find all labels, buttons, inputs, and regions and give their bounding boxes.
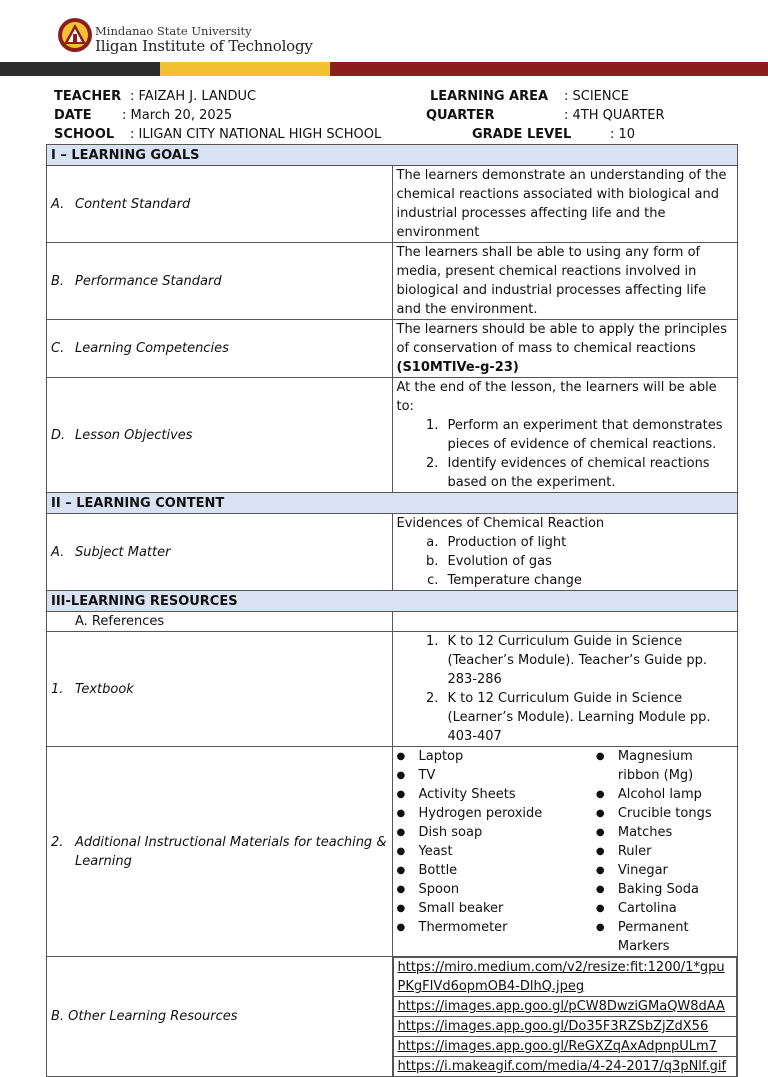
list-item: ● Dish soap	[419, 823, 596, 842]
date-field	[54, 108, 233, 123]
objectives-text: At the end of the lesson, the learners will be able to: 1. Perform an experiment that demonstrates pieces of evidence of chemical reactions. 2. Identify evidences of chemical reactions based on the experiment.	[392, 378, 738, 493]
grade-field	[472, 127, 636, 142]
area-field	[430, 89, 629, 104]
school-value: : ILIGAN CITY NATIONAL HIGH SCHOOL	[130, 127, 382, 142]
materials-column-2	[596, 747, 733, 956]
quarter-value: : 4TH QUARTER	[564, 108, 665, 123]
list-item: ● Ruler	[618, 842, 733, 861]
subject-matter-text: Evidences of Chemical Reaction a. Production of light b. Evolution of gas c. Temperature change	[392, 514, 738, 591]
competencies-label: C. Learning Competencies	[47, 320, 393, 378]
section-learning-resources: III-LEARNING RESOURCES	[47, 591, 738, 612]
letterhead	[0, 0, 768, 78]
competency-code: (S10MTIVe-g-23)	[396, 360, 519, 375]
list-item: 1. Perform an experiment that demonstrates pieces of evidence of chemical reactions.	[443, 416, 734, 454]
objectives-label: D. Lesson Objectives	[47, 378, 393, 493]
list-item: ● Alcohol lamp	[618, 785, 733, 804]
list-item: ● Activity Sheets	[419, 785, 596, 804]
other-resources-label: B. Other Learning Resources	[47, 957, 393, 1077]
school-field	[54, 127, 382, 142]
list-item: ● Cartolina	[618, 899, 733, 918]
institute-name: Iligan Institute of Technology	[95, 37, 313, 55]
resource-link[interactable]: https://images.app.goo.gl/ReGXZqAxAdpnpULm7	[397, 1039, 717, 1054]
resource-link[interactable]: https://miro.medium.com/v2/resize:fit:1200/1*gpuPKgFIVd6opmOB4-DlhQ.jpeg	[397, 960, 725, 994]
list-item: 1. K to 12 Curriculum Guide in Science (Teacher’s Module). Teacher’s Guide pp. 283-286	[443, 632, 734, 689]
grade-value: : 10	[610, 127, 636, 142]
table-row	[47, 320, 738, 378]
table-row	[47, 612, 738, 632]
list-item: ● Crucible tongs	[618, 804, 733, 823]
date-value: : March 20, 2025	[122, 108, 233, 123]
section-learning-content: II – LEARNING CONTENT	[47, 493, 738, 514]
list-item: ● Matches	[618, 823, 733, 842]
list-item: a. Production of light	[443, 533, 734, 552]
university-seal-icon	[57, 17, 93, 53]
teacher-field	[54, 89, 257, 104]
resource-link[interactable]: https://images.app.goo.gl/pCW8DwziGMaQW8dAA	[397, 999, 725, 1014]
teacher-label: TEACHER	[54, 89, 122, 104]
date-label: DATE	[54, 108, 92, 123]
table-row	[47, 957, 738, 1077]
table-row	[47, 632, 738, 747]
list-item: ● Vinegar	[618, 861, 733, 880]
list-item: ● Hydrogen peroxide	[419, 804, 596, 823]
area-label: LEARNING AREA	[430, 89, 549, 104]
table-row	[47, 747, 738, 957]
resource-link[interactable]: https://images.app.goo.gl/Do35F3RZSbZjZdX56	[397, 1019, 709, 1034]
content-standard-text: The learners demonstrate an understanding of the chemical reactions associated with biological and industrial processes affecting life and the environment	[392, 166, 738, 243]
quarter-label: QUARTER	[426, 108, 495, 123]
header-stripe-gold	[160, 62, 330, 76]
table-row	[47, 243, 738, 320]
header-stripe-dark	[0, 62, 160, 76]
performance-standard-text: The learners shall be able to using any form of media, present chemical reactions involved in biological and industrial processes affecting life and the environment.	[392, 243, 738, 320]
quarter-field	[426, 108, 665, 123]
area-value: : SCIENCE	[564, 89, 629, 104]
list-item: ● Thermometer	[419, 918, 596, 937]
grade-label: GRADE LEVEL	[472, 127, 572, 142]
materials-column-1	[397, 747, 596, 956]
content-standard-label: A. Content Standard	[47, 166, 393, 243]
subject-matter-label: A. Subject Matter	[47, 514, 393, 591]
list-item: c. Temperature change	[443, 571, 734, 590]
list-item: b. Evolution of gas	[443, 552, 734, 571]
list-item: ● Laptop	[419, 747, 596, 766]
table-row	[47, 378, 738, 493]
competencies-text: The learners should be able to apply the principles of conservation of mass to chemical reactions (S10MTIVe-g-23)	[392, 320, 738, 378]
resource-link[interactable]: https://i.makeagif.com/media/4-24-2017/q3pNlf.gif	[397, 1059, 727, 1074]
university-name: Mindanao State University	[95, 24, 252, 38]
school-label: SCHOOL	[54, 127, 115, 142]
table-row	[47, 166, 738, 243]
list-item: 2. Identify evidences of chemical reactions based on the experiment.	[443, 454, 734, 492]
teacher-value: : FAIZAH J. LANDUC	[130, 89, 257, 104]
other-resources-links	[392, 957, 738, 1077]
list-item: ● Small beaker	[419, 899, 596, 918]
textbook-text	[392, 632, 738, 747]
section-learning-goals: I – LEARNING GOALS	[47, 145, 738, 166]
performance-standard-label: B. Performance Standard	[47, 243, 393, 320]
list-item: ● Permanent Markers	[618, 918, 733, 956]
lesson-plan-table	[46, 144, 738, 1077]
list-item: ● Bottle	[419, 861, 596, 880]
textbook-label: 1. Textbook	[47, 632, 393, 747]
materials-label: 2. Additional Instructional Materials for teaching & Learning	[47, 747, 393, 957]
list-item: ● Magnesium ribbon (Mg)	[618, 747, 733, 785]
list-item: ● Spoon	[419, 880, 596, 899]
list-item: ● Yeast	[419, 842, 596, 861]
references-label: A. References	[47, 612, 393, 632]
header-stripe-maroon	[330, 62, 768, 76]
materials-list	[392, 747, 738, 957]
list-item: ● TV	[419, 766, 596, 785]
list-item: 2. K to 12 Curriculum Guide in Science (Learner’s Module). Learning Module pp. 403-407	[443, 689, 734, 746]
table-row	[47, 514, 738, 591]
list-item: ● Baking Soda	[618, 880, 733, 899]
